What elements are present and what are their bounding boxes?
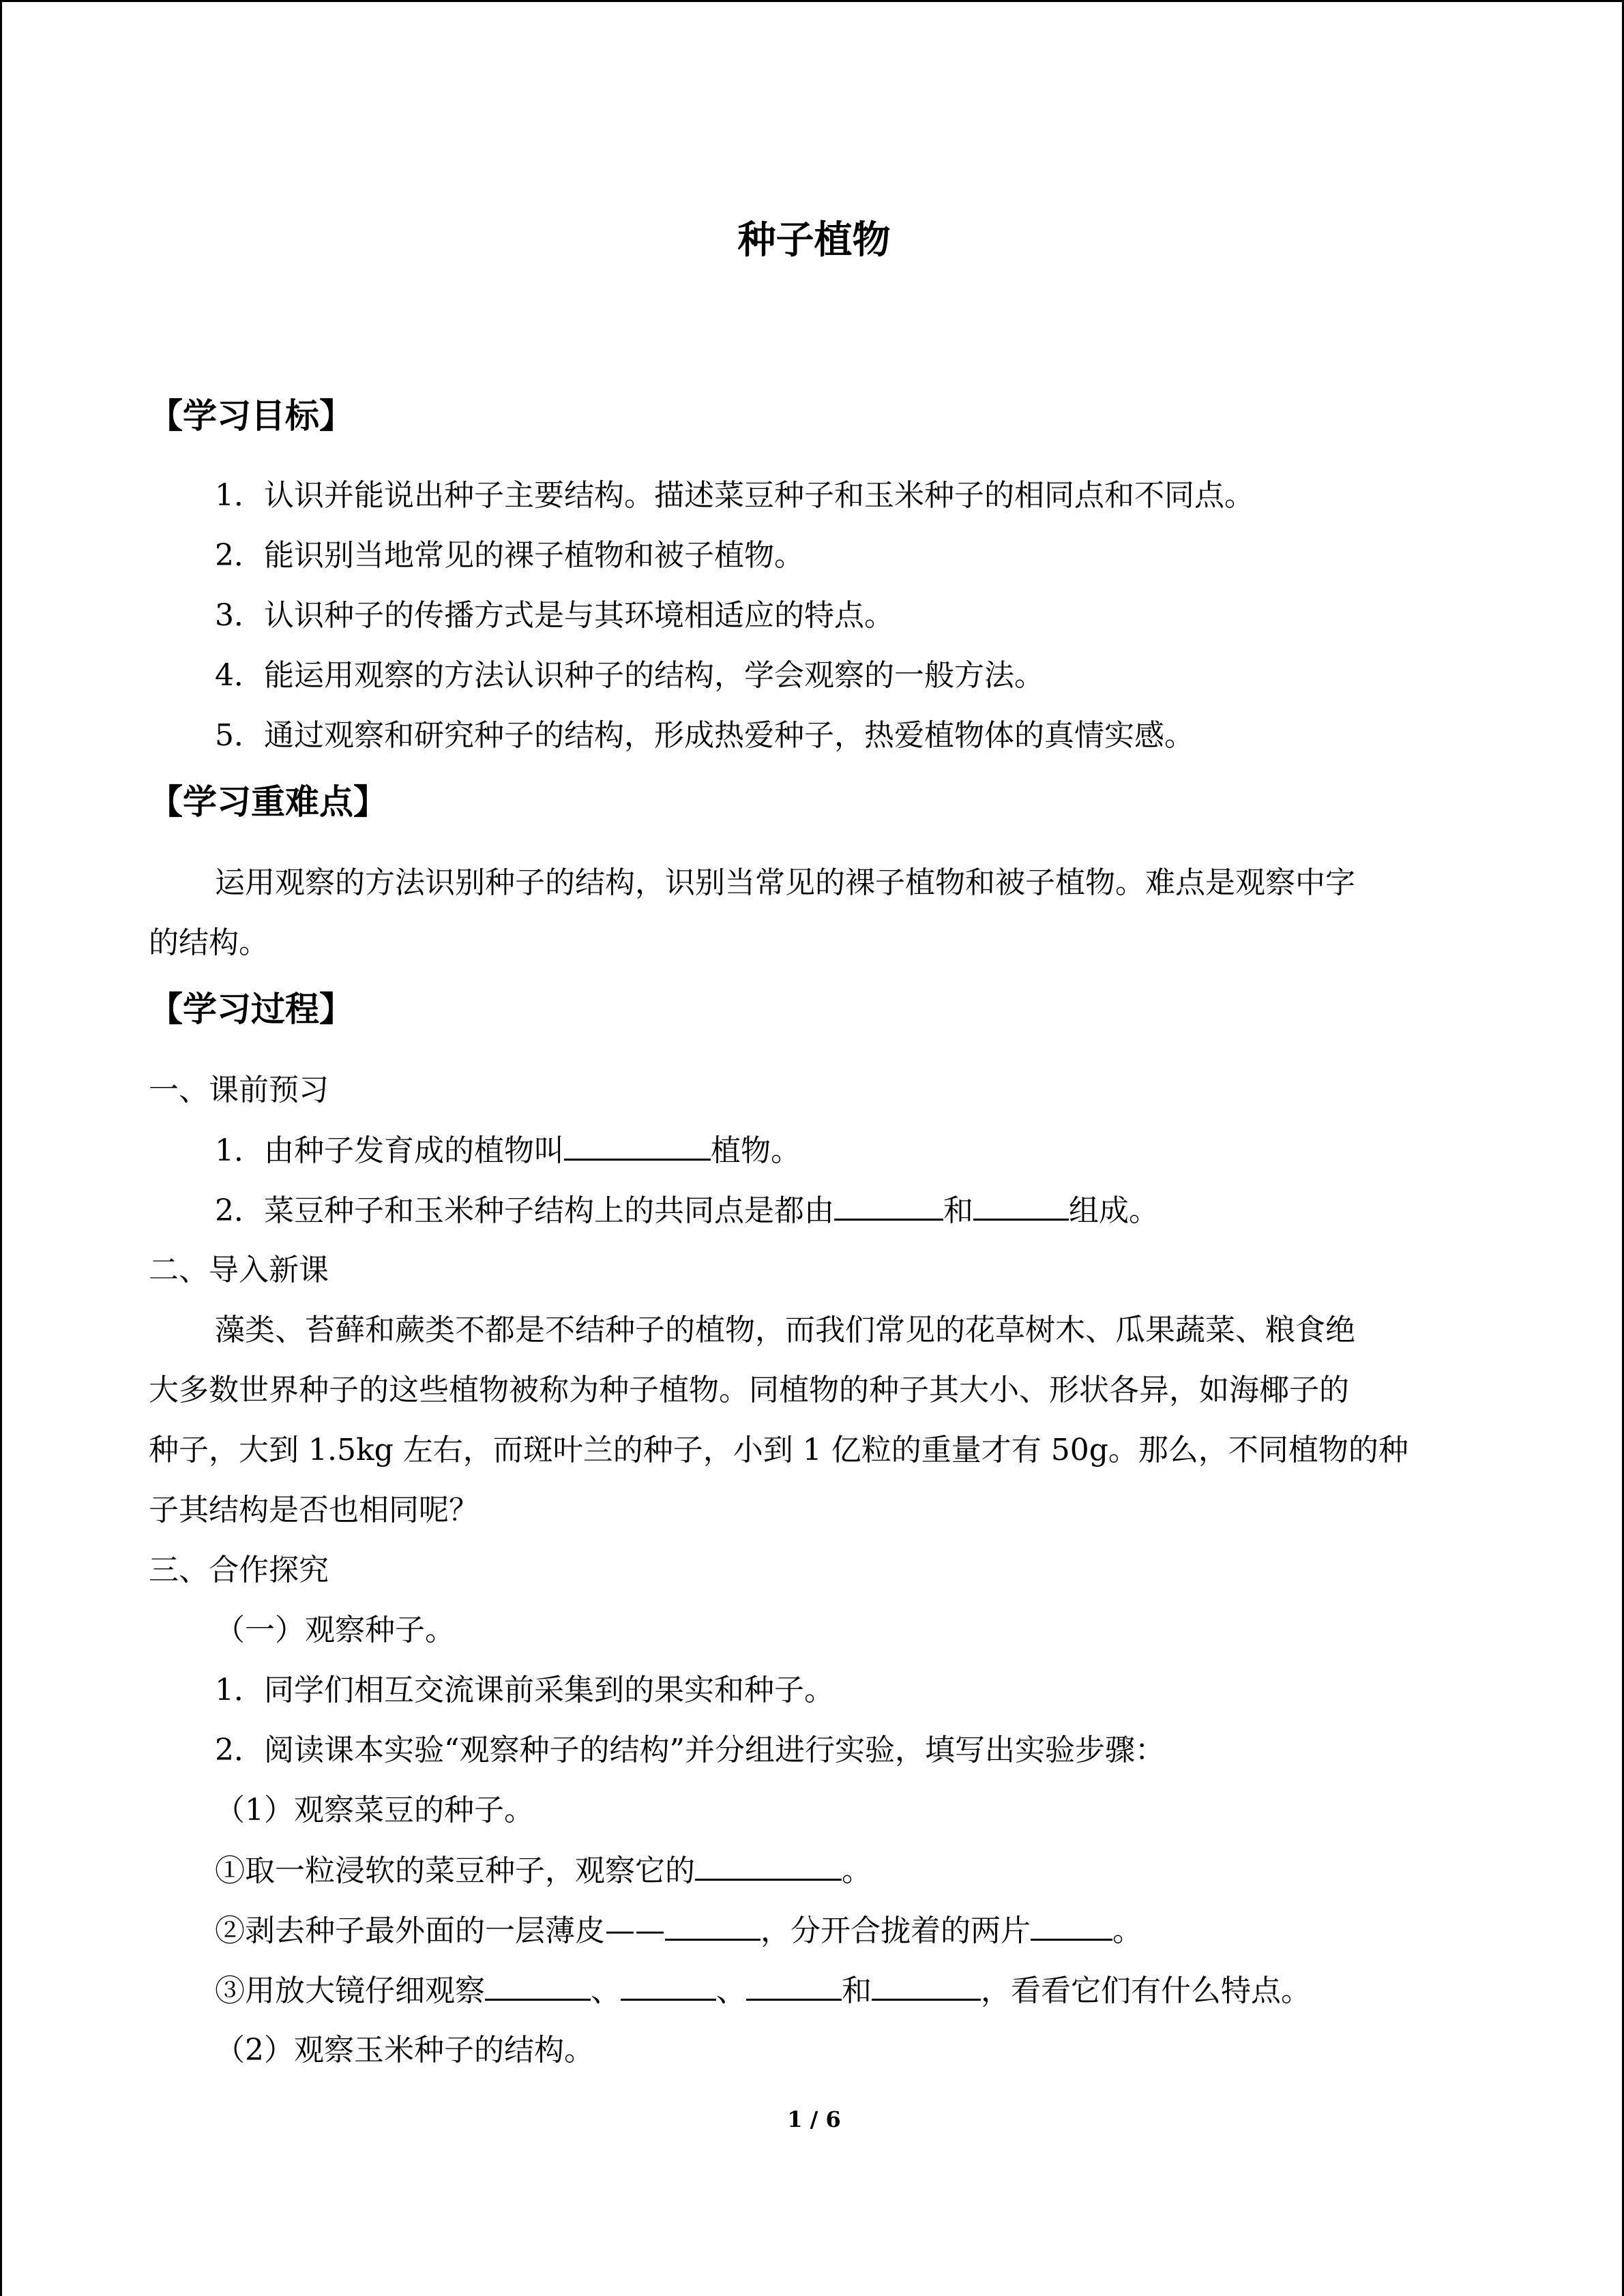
intro-title: 二、导入新课: [149, 1253, 329, 1287]
step-text: 。: [842, 1853, 872, 1888]
objective-item: 1．认识并能说出种子主要结构。描述菜豆种子和玉米种子的相同点和不同点。: [215, 478, 1254, 513]
page-title: 种子植物: [737, 218, 891, 263]
step-text: 。: [1112, 1913, 1142, 1948]
key-points-text: 的结构。: [149, 925, 269, 960]
objective-item: 4．能运用观察的方法认识种子的结构，学会观察的一般方法。: [215, 658, 1044, 693]
fill-blank[interactable]: [665, 1910, 761, 1941]
step-text: ③用放大镜仔细观察: [215, 1973, 485, 2008]
fill-blank[interactable]: [834, 1190, 943, 1221]
step-text: 和: [842, 1973, 872, 2008]
intro-paragraph-line: 子其结构是否也相同呢？: [149, 1493, 479, 1527]
page-number: 1 / 6: [787, 2106, 841, 2132]
objectives-heading: 【学习目标】: [149, 396, 353, 436]
step-text: ①取一粒浸软的菜豆种子，观察它的: [215, 1853, 695, 1888]
fill-blank[interactable]: [746, 1970, 842, 2001]
explore-title: 三、合作探究: [149, 1553, 329, 1587]
intro-paragraph-line: 藻类、苔藓和蕨类不都是不结种子的植物，而我们常见的花草树木、瓜果蔬菜、粮食绝: [215, 1313, 1355, 1347]
step-1: 1．同学们相互交流课前采集到的果实和种子。: [215, 1673, 834, 1708]
key-points-heading: 【学习重难点】: [149, 782, 387, 822]
preview-title: 一、课前预习: [149, 1073, 329, 1107]
step-text: 、: [591, 1973, 621, 2008]
preview-question-1: [215, 1130, 801, 1172]
fill-blank[interactable]: [485, 1970, 591, 2001]
bean-step-2: [215, 1910, 1142, 1952]
preview-question-2: [215, 1190, 1159, 1232]
objective-item: 2．能识别当地常见的裸子植物和被子植物。: [215, 538, 804, 573]
question-text: 植物。: [711, 1133, 801, 1168]
bean-step-3: [215, 1970, 1311, 2012]
fill-blank[interactable]: [695, 1850, 842, 1881]
fill-blank[interactable]: [973, 1190, 1069, 1221]
step-text: ，分开合拢着的两片: [761, 1913, 1031, 1948]
question-text: 1．由种子发育成的植物叫: [215, 1133, 564, 1168]
fill-blank[interactable]: [1031, 1910, 1112, 1941]
question-text: 和: [943, 1193, 973, 1228]
step-text: ，看看它们有什么特点。: [981, 1973, 1311, 2008]
fill-blank[interactable]: [872, 1970, 981, 2001]
step-text: ②剥去种子最外面的一层薄皮——: [215, 1913, 665, 1948]
bean-title: （1）观察菜豆的种子。: [215, 1793, 534, 1828]
question-text: 组成。: [1069, 1193, 1159, 1228]
intro-paragraph-line: 种子，大到 1.5kg 左右，而斑叶兰的种子，小到 1 亿粒的重量才有 50g。那么，不同植物的种: [149, 1433, 1408, 1467]
objective-item: 5．通过观察和研究种子的结构，形成热爱种子，热爱植物体的真情实感。: [215, 718, 1194, 753]
intro-paragraph-line: 大多数世界种子的这些植物被称为种子植物。同植物的种子其大小、形状各异，如海椰子的: [149, 1373, 1349, 1407]
objective-item: 3．认识种子的传播方式是与其环境相适应的特点。: [215, 598, 894, 633]
step-text: 、: [716, 1973, 746, 2008]
key-points-text: 运用观察的方法识别种子的结构，识别当常见的裸子植物和被子植物。难点是观察中字: [215, 865, 1355, 900]
fill-blank[interactable]: [564, 1130, 711, 1161]
question-text: 2．菜豆种子和玉米种子结构上的共同点是都由: [215, 1193, 834, 1228]
step-2: 2．阅读课本实验“观察种子的结构”并分组进行实验，填写出实验步骤：: [215, 1733, 1165, 1768]
corn-title: （2）观察玉米种子的结构。: [215, 2033, 594, 2068]
process-heading: 【学习过程】: [149, 989, 353, 1029]
fill-blank[interactable]: [621, 1970, 716, 2001]
bean-step-1: [215, 1850, 872, 1892]
observe-title: （一）观察种子。: [215, 1613, 455, 1648]
